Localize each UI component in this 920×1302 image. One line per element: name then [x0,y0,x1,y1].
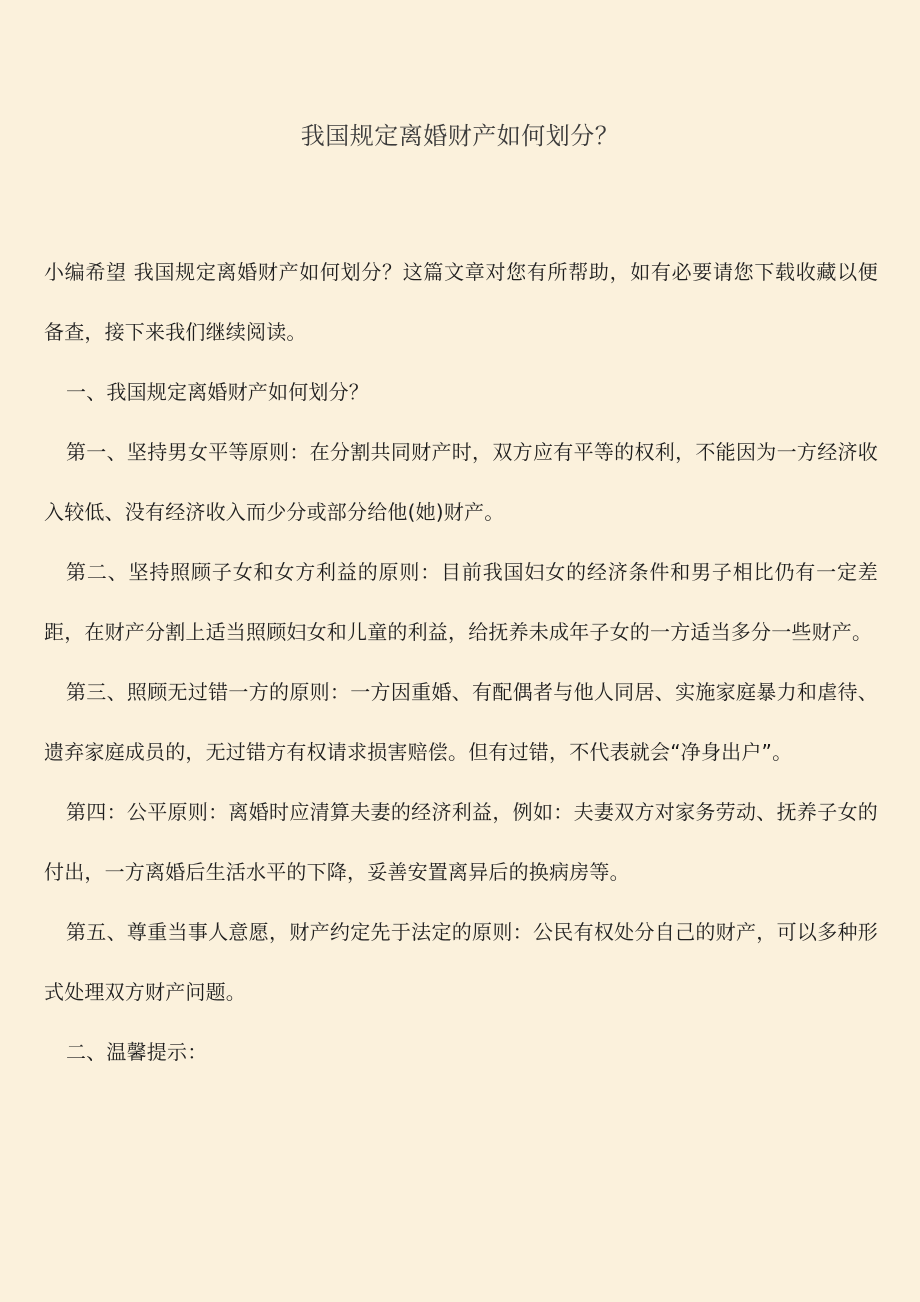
principle-paragraph-5: 第五、尊重当事人意愿，财产约定先于法定的原则：公民有权处分自己的财产，可以多种形式处理双方财产问题。 [44,920,878,1004]
document-body [44,242,878,1082]
principle-paragraph-4: 第四：公平原则：离婚时应清算夫妻的经济利益，例如：夫妻双方对家务劳动、抚养子女的付出，一方离婚后生活水平的下降，妥善安置离异后的换病房等。 [44,800,878,884]
document-title: 我国规定离婚财产如何划分？ [300,122,620,150]
section-heading-2: 二、温馨提示： [66,1040,208,1064]
principle-paragraph-2: 第二、坚持照顾子女和女方利益的原则：目前我国妇女的经济条件和男子相比仍有一定差距，在财产分割上适当照顾妇女和儿童的利益，给抚养未成年子女的一方适当多分一些财产。 [44,560,878,644]
intro-paragraph: 小编希望 我国规定离婚财产如何划分？这篇文章对您有所帮助，如有必要请您下载收藏以便备查，接下来我们继续阅读。 [44,260,878,344]
principle-paragraph-3: 第三、照顾无过错一方的原则：一方因重婚、有配偶者与他人同居、实施家庭暴力和虐待、遗弃家庭成员的，无过错方有权请求损害赔偿。但有过错，不代表就会“净身出户”。 [44,680,878,764]
section-heading-1: 一、我国规定离婚财产如何划分？ [66,380,369,404]
principle-paragraph-1: 第一、坚持男女平等原则：在分割共同财产时，双方应有平等的权利，不能因为一方经济收入较低、没有经济收入而少分或部分给他(她)财产。 [44,440,878,524]
